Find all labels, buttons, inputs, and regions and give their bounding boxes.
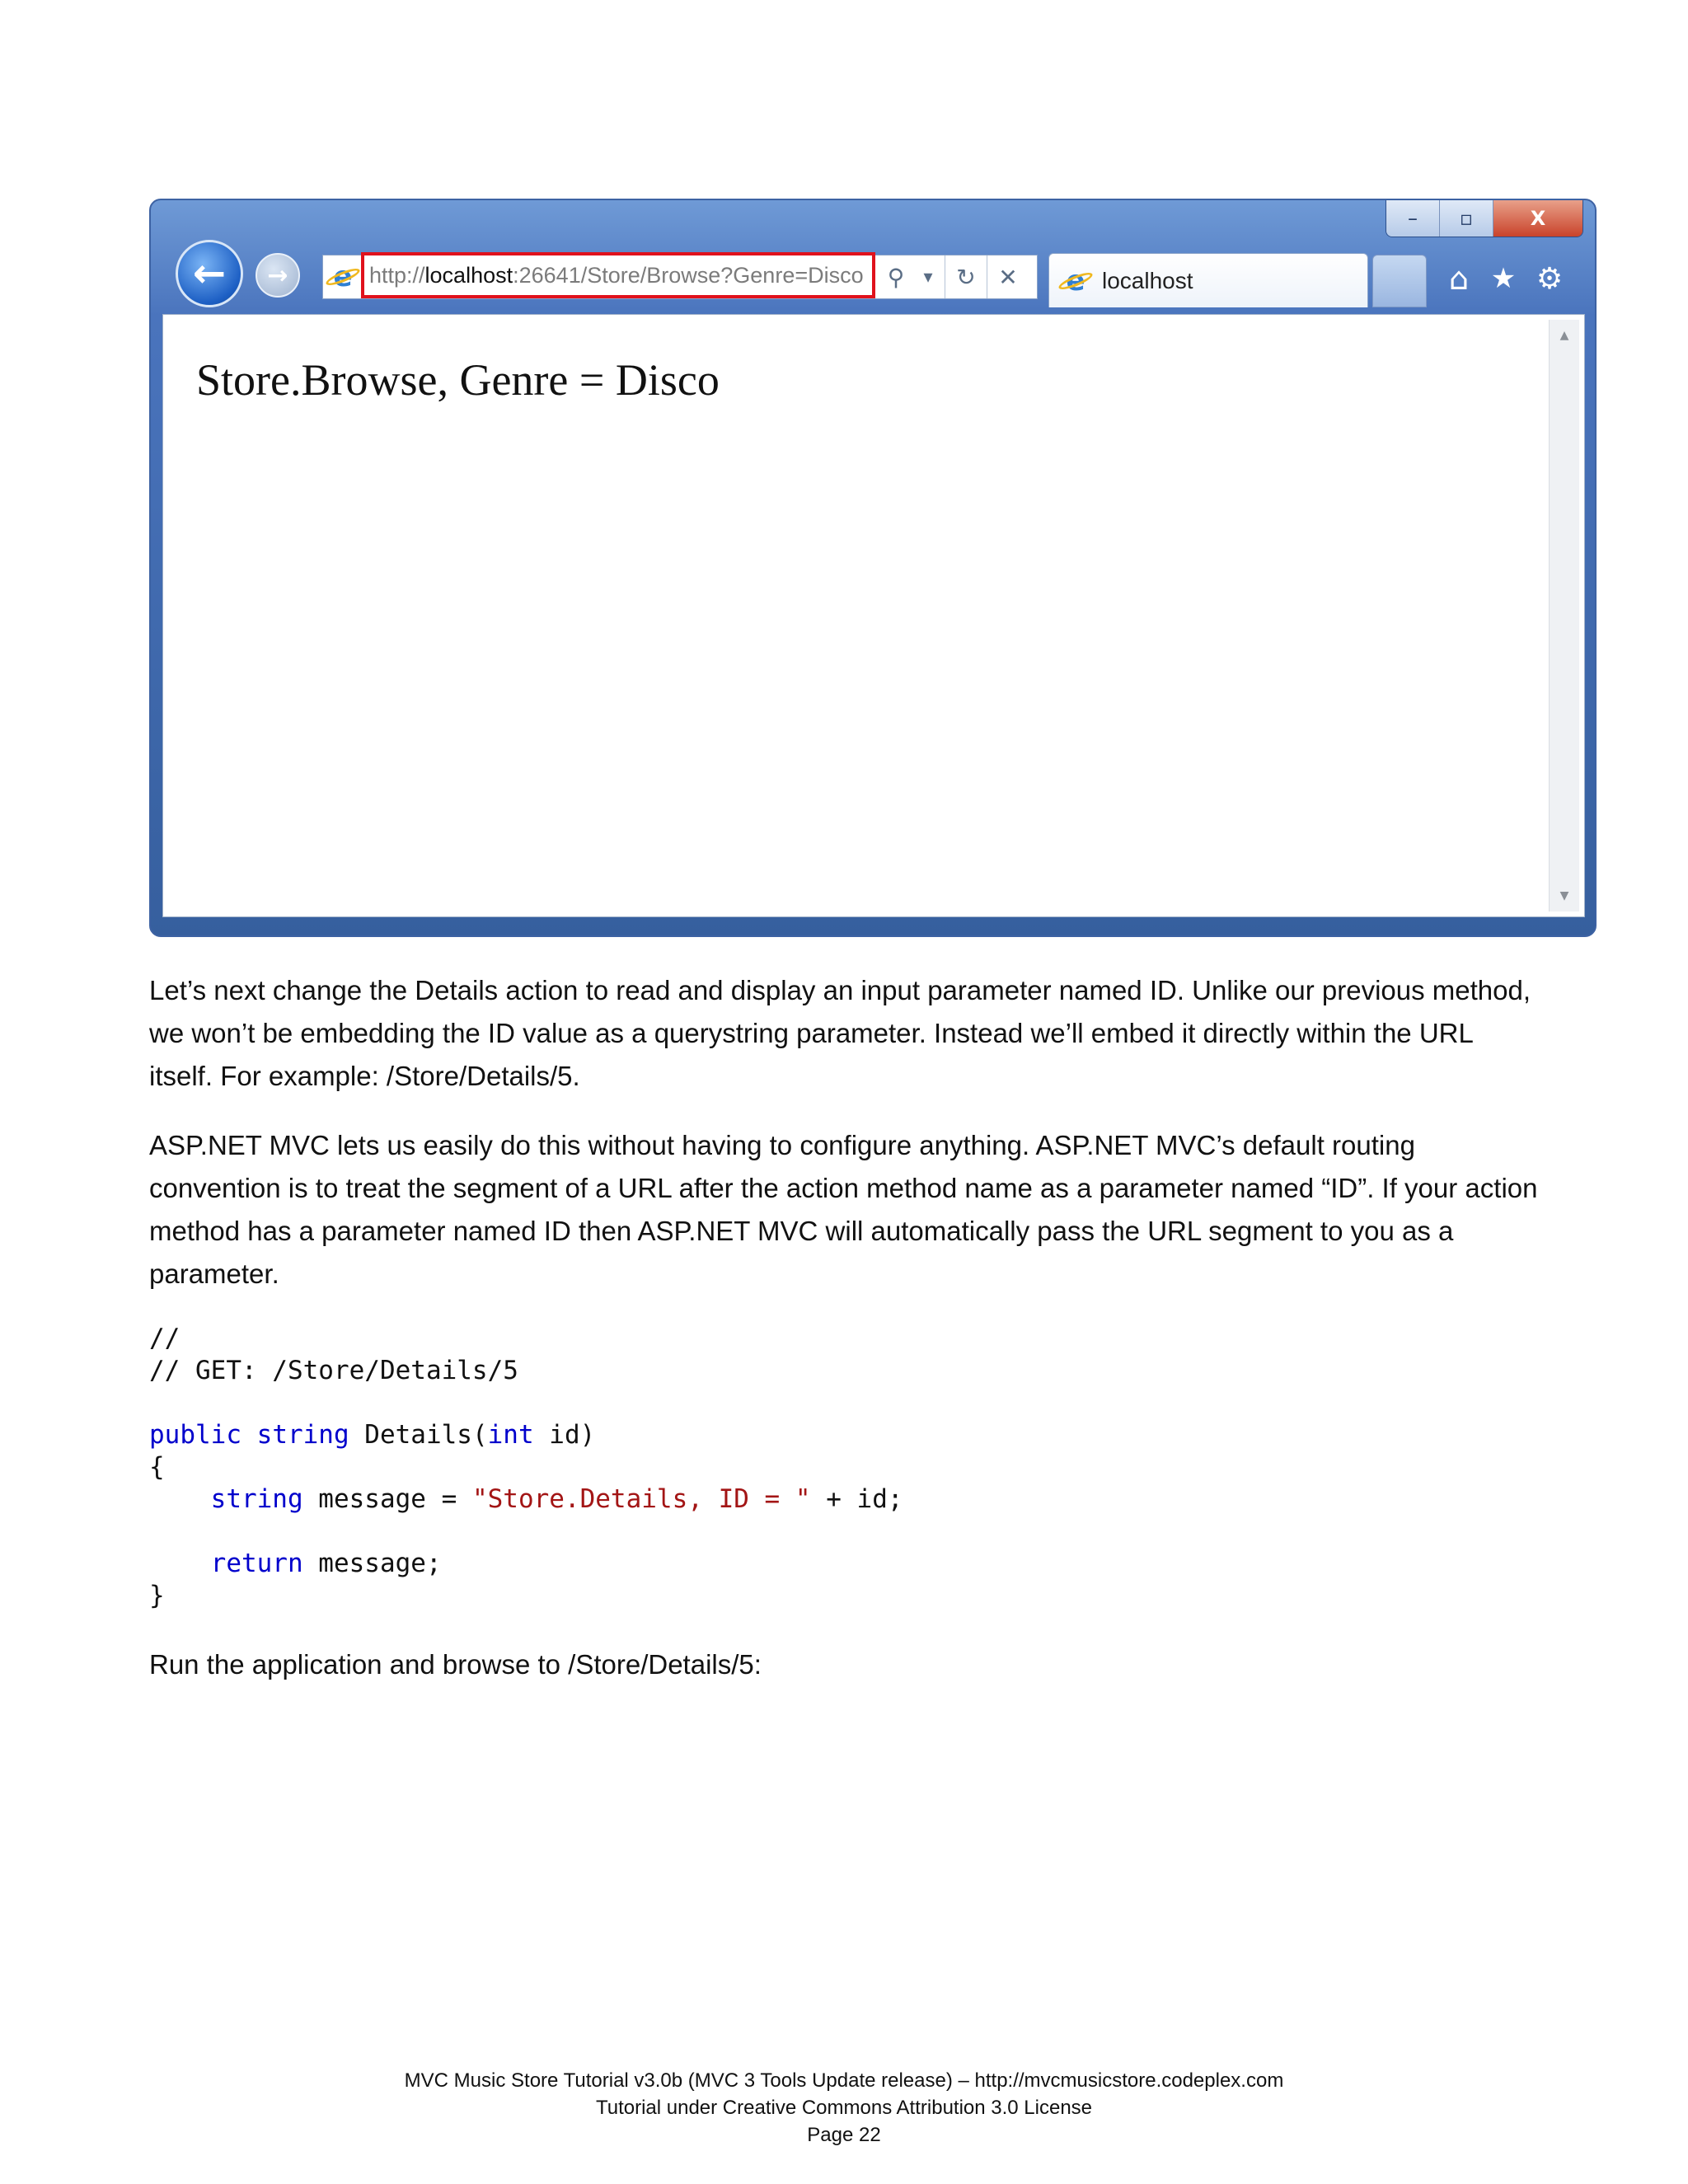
browser-screenshot [149, 199, 1597, 937]
close-button[interactable]: X [1493, 200, 1582, 237]
code-indent [149, 1484, 211, 1514]
code-text: id) [533, 1420, 596, 1450]
code-line: { [149, 1452, 165, 1482]
code-keyword: int [487, 1420, 534, 1450]
forward-arrow-icon: → [267, 260, 288, 290]
favorites-star-icon[interactable]: ★ [1490, 262, 1517, 295]
code-line [149, 1483, 903, 1516]
window-controls [1386, 200, 1583, 237]
code-line [149, 1419, 903, 1451]
paragraph-2: ASP.NET MVC lets us easily do this without having to configure anything. ASP.NET MVC’s default routing convention is to treat the segment of a URL after the action method name as a parameter named “ID”. If your action method has a parameter named ID then ASP.NET MVC will automatically pass the URL segment to you as a parameter. [149, 1130, 1538, 1289]
code-keyword: string [256, 1420, 349, 1450]
code-line [149, 1548, 903, 1580]
page-content-text: Store.Browse, Genre = Disco [196, 355, 720, 405]
code-text: message; [302, 1549, 442, 1578]
paragraph-3-block [149, 1643, 1542, 1686]
code-indent [149, 1549, 211, 1578]
refresh-icon[interactable]: ↻ [945, 255, 987, 298]
home-icon[interactable]: ⌂ [1448, 260, 1470, 297]
stop-icon[interactable]: ✕ [987, 255, 1029, 298]
url-host: localhost [424, 262, 513, 288]
url-scheme: http:// [369, 262, 425, 288]
new-tab-button[interactable] [1372, 255, 1427, 307]
code-block [149, 1323, 903, 1612]
back-arrow-icon: ← [192, 251, 227, 297]
tab-ie-icon: e [1061, 266, 1090, 296]
minimize-button[interactable]: – [1386, 200, 1440, 237]
footer-line-2: Tutorial under Creative Commons Attribution 3.0 License [595, 2097, 1093, 2119]
scroll-up-icon[interactable]: ▲ [1559, 329, 1569, 342]
code-text: message = [302, 1484, 472, 1514]
code-line: // GET: /Store/Details/5 [149, 1356, 518, 1385]
paragraph-1: Let’s next change the Details action to read and display an input parameter named ID. Unlike our previous method, we won’t be embedding the ID value as a querystring parameter. Instead we’ll embed it directly within the URL itself. For example: /Store/Details/5. [149, 975, 1531, 1091]
maximize-button[interactable]: ▫ [1440, 200, 1493, 237]
code-keyword: public [149, 1420, 241, 1450]
forward-button[interactable] [256, 253, 300, 298]
page-footer [0, 2067, 1688, 2149]
url-path: :26641/Store/Browse?Genre=Disco [513, 262, 864, 288]
paragraph-2-block [149, 1124, 1542, 1296]
code-keyword: string [210, 1484, 303, 1514]
code-line: } [149, 1581, 165, 1610]
footer-page-number: Page 22 [807, 2124, 881, 2146]
code-string-literal: "Store.Details, ID = " [471, 1484, 811, 1514]
code-line: // [149, 1324, 181, 1353]
browser-viewport [162, 314, 1585, 917]
vertical-scrollbar[interactable] [1549, 320, 1579, 912]
scroll-down-icon[interactable]: ▼ [1559, 889, 1569, 902]
tab-label: localhost [1102, 267, 1193, 293]
address-bar[interactable] [322, 255, 1038, 299]
browser-tab[interactable] [1048, 253, 1368, 307]
url-highlight-box[interactable] [361, 252, 875, 298]
back-button[interactable] [176, 240, 243, 307]
ie-logo-icon: e [328, 262, 358, 292]
address-dropdown-icon[interactable]: ▾ [923, 266, 933, 288]
paragraph-3: Run the application and browse to /Store/Details/5: [149, 1649, 762, 1680]
tools-gear-icon[interactable]: ⚙ [1536, 261, 1564, 296]
code-text: + id; [810, 1484, 903, 1514]
code-text: Details( [349, 1420, 488, 1450]
code-keyword: return [210, 1549, 303, 1578]
search-icon[interactable]: ⚲ [887, 263, 905, 291]
paragraph-1-block [149, 969, 1542, 1098]
footer-line-1: MVC Music Store Tutorial v3.0b (MVC 3 Tools Update release) – http://mvcmusicstore.codeplex.com [404, 2069, 1284, 2092]
